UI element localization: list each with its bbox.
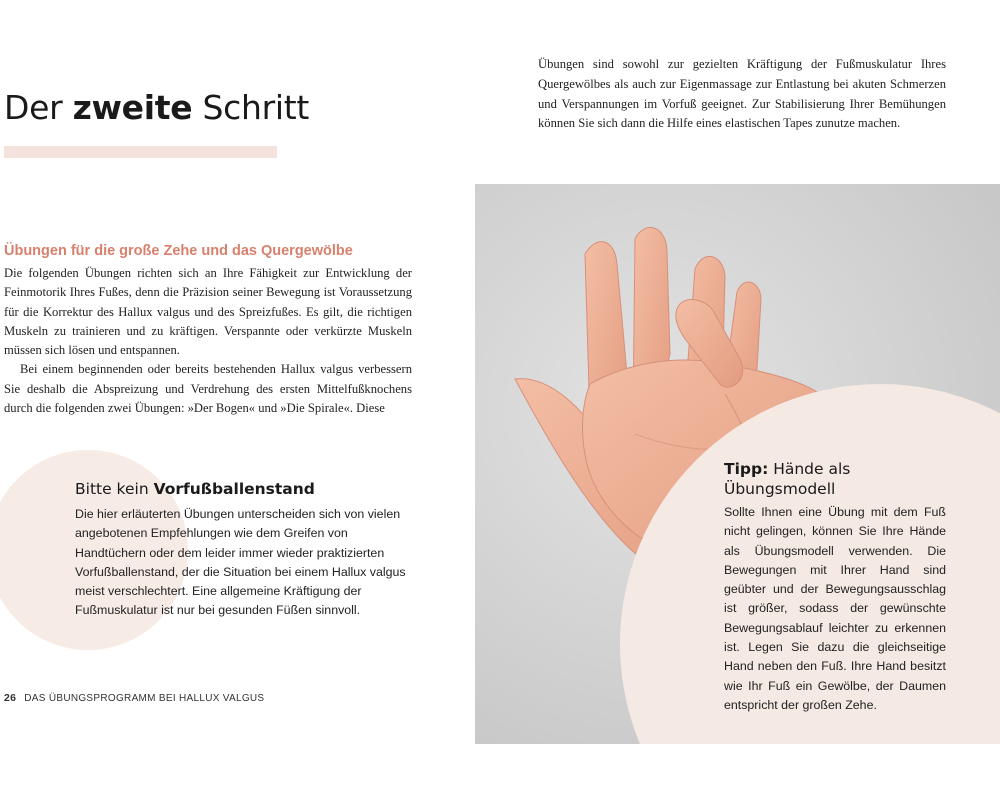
running-title: DAS ÜBUNGSPROGRAMM BEI HALLUX VALGUS — [24, 693, 265, 704]
title-suffix: Schritt — [192, 88, 310, 127]
info-box-text: Die hier erläuterten Übungen unterscheiden sich von vielen angebotenen Empfehlungen wie dem Greifen von Handtüchern oder dem leider immer wieder praktizierten Vorfußballenstand, der die Situation bei einem Hallux valgus meist verschlechtert. Eine allgemeine Kräftigung der Fußmuskulatur ist nur bei gesunden Füßen sinnvoll. — [75, 507, 406, 618]
info-box-title-emphasis: Vorfußballenstand — [153, 480, 315, 498]
tip-box-title — [724, 460, 964, 499]
tip-title-rest: Hände als Übungsmodell — [724, 460, 851, 498]
page-number: 26 — [4, 692, 17, 704]
section-body — [4, 264, 412, 418]
section-heading: Übungen für die große Zehe und das Quergewölbe — [4, 243, 353, 259]
info-box-title-prefix: Bitte kein — [75, 480, 154, 498]
tip-label: Tipp: — [724, 460, 769, 478]
title-prefix: Der — [4, 88, 73, 127]
intro-paragraph: Übungen sind sowohl zur gezielten Kräftigung der Fußmuskulatur Ihres Quergewölbes als auch zur Eigenmassage zur Entlastung bei akuten Schmerzen und Verspannungen im Vorfuß geeignet. Zur Stabilisierung Ihrer Bemühungen können Sie sich dann die Hilfe eines elastischen Tapes zunutze machen. — [538, 57, 946, 131]
tip-box-text: Sollte Ihnen eine Übung mit dem Fuß nicht gelingen, können Sie Ihre Hände als Übungsmodell verwenden. Die Bewegungen mit Ihrer Hand sind geübter und der Bewegungsausschlag ist größer, sodass der gewünschte Bewegungsablauf leichter zu erkennen ist. Legen Sie dazu die gleichseitige Hand neben den Fuß. Ihre Hand besitzt wie Ihr Fuß ein Gewölbe, der Daumen entspricht der großen Zehe. — [724, 505, 946, 712]
title-underline-bar — [4, 146, 277, 158]
page-title — [4, 88, 309, 127]
info-box-title — [75, 480, 315, 498]
title-emphasis: zweite — [72, 88, 193, 127]
body-paragraph-1: Die folgenden Übungen richten sich an Ihre Fähigkeit zur Entwicklung der Feinmotorik Ihres Fußes, denn die Präzision seiner Bewegung ist Voraussetzung für die Korrektur des Hallux valgus und des Spreizfußes. Es gilt, die richtigen Muskeln zu trainieren und zu kräftigen. Verspannte oder verkürzte Muskeln müssen sich lösen und entspannen. — [4, 266, 412, 358]
body-paragraph-2: Bei einem beginnenden oder bereits bestehenden Hallux valgus verbessern Sie deshalb die Abspreizung und Verdrehung des ersten Mittelfußknochens durch die folgenden zwei Übungen: »Der Bogen« und »Die Spirale«. Diese — [4, 362, 412, 416]
page-footer — [4, 692, 264, 704]
